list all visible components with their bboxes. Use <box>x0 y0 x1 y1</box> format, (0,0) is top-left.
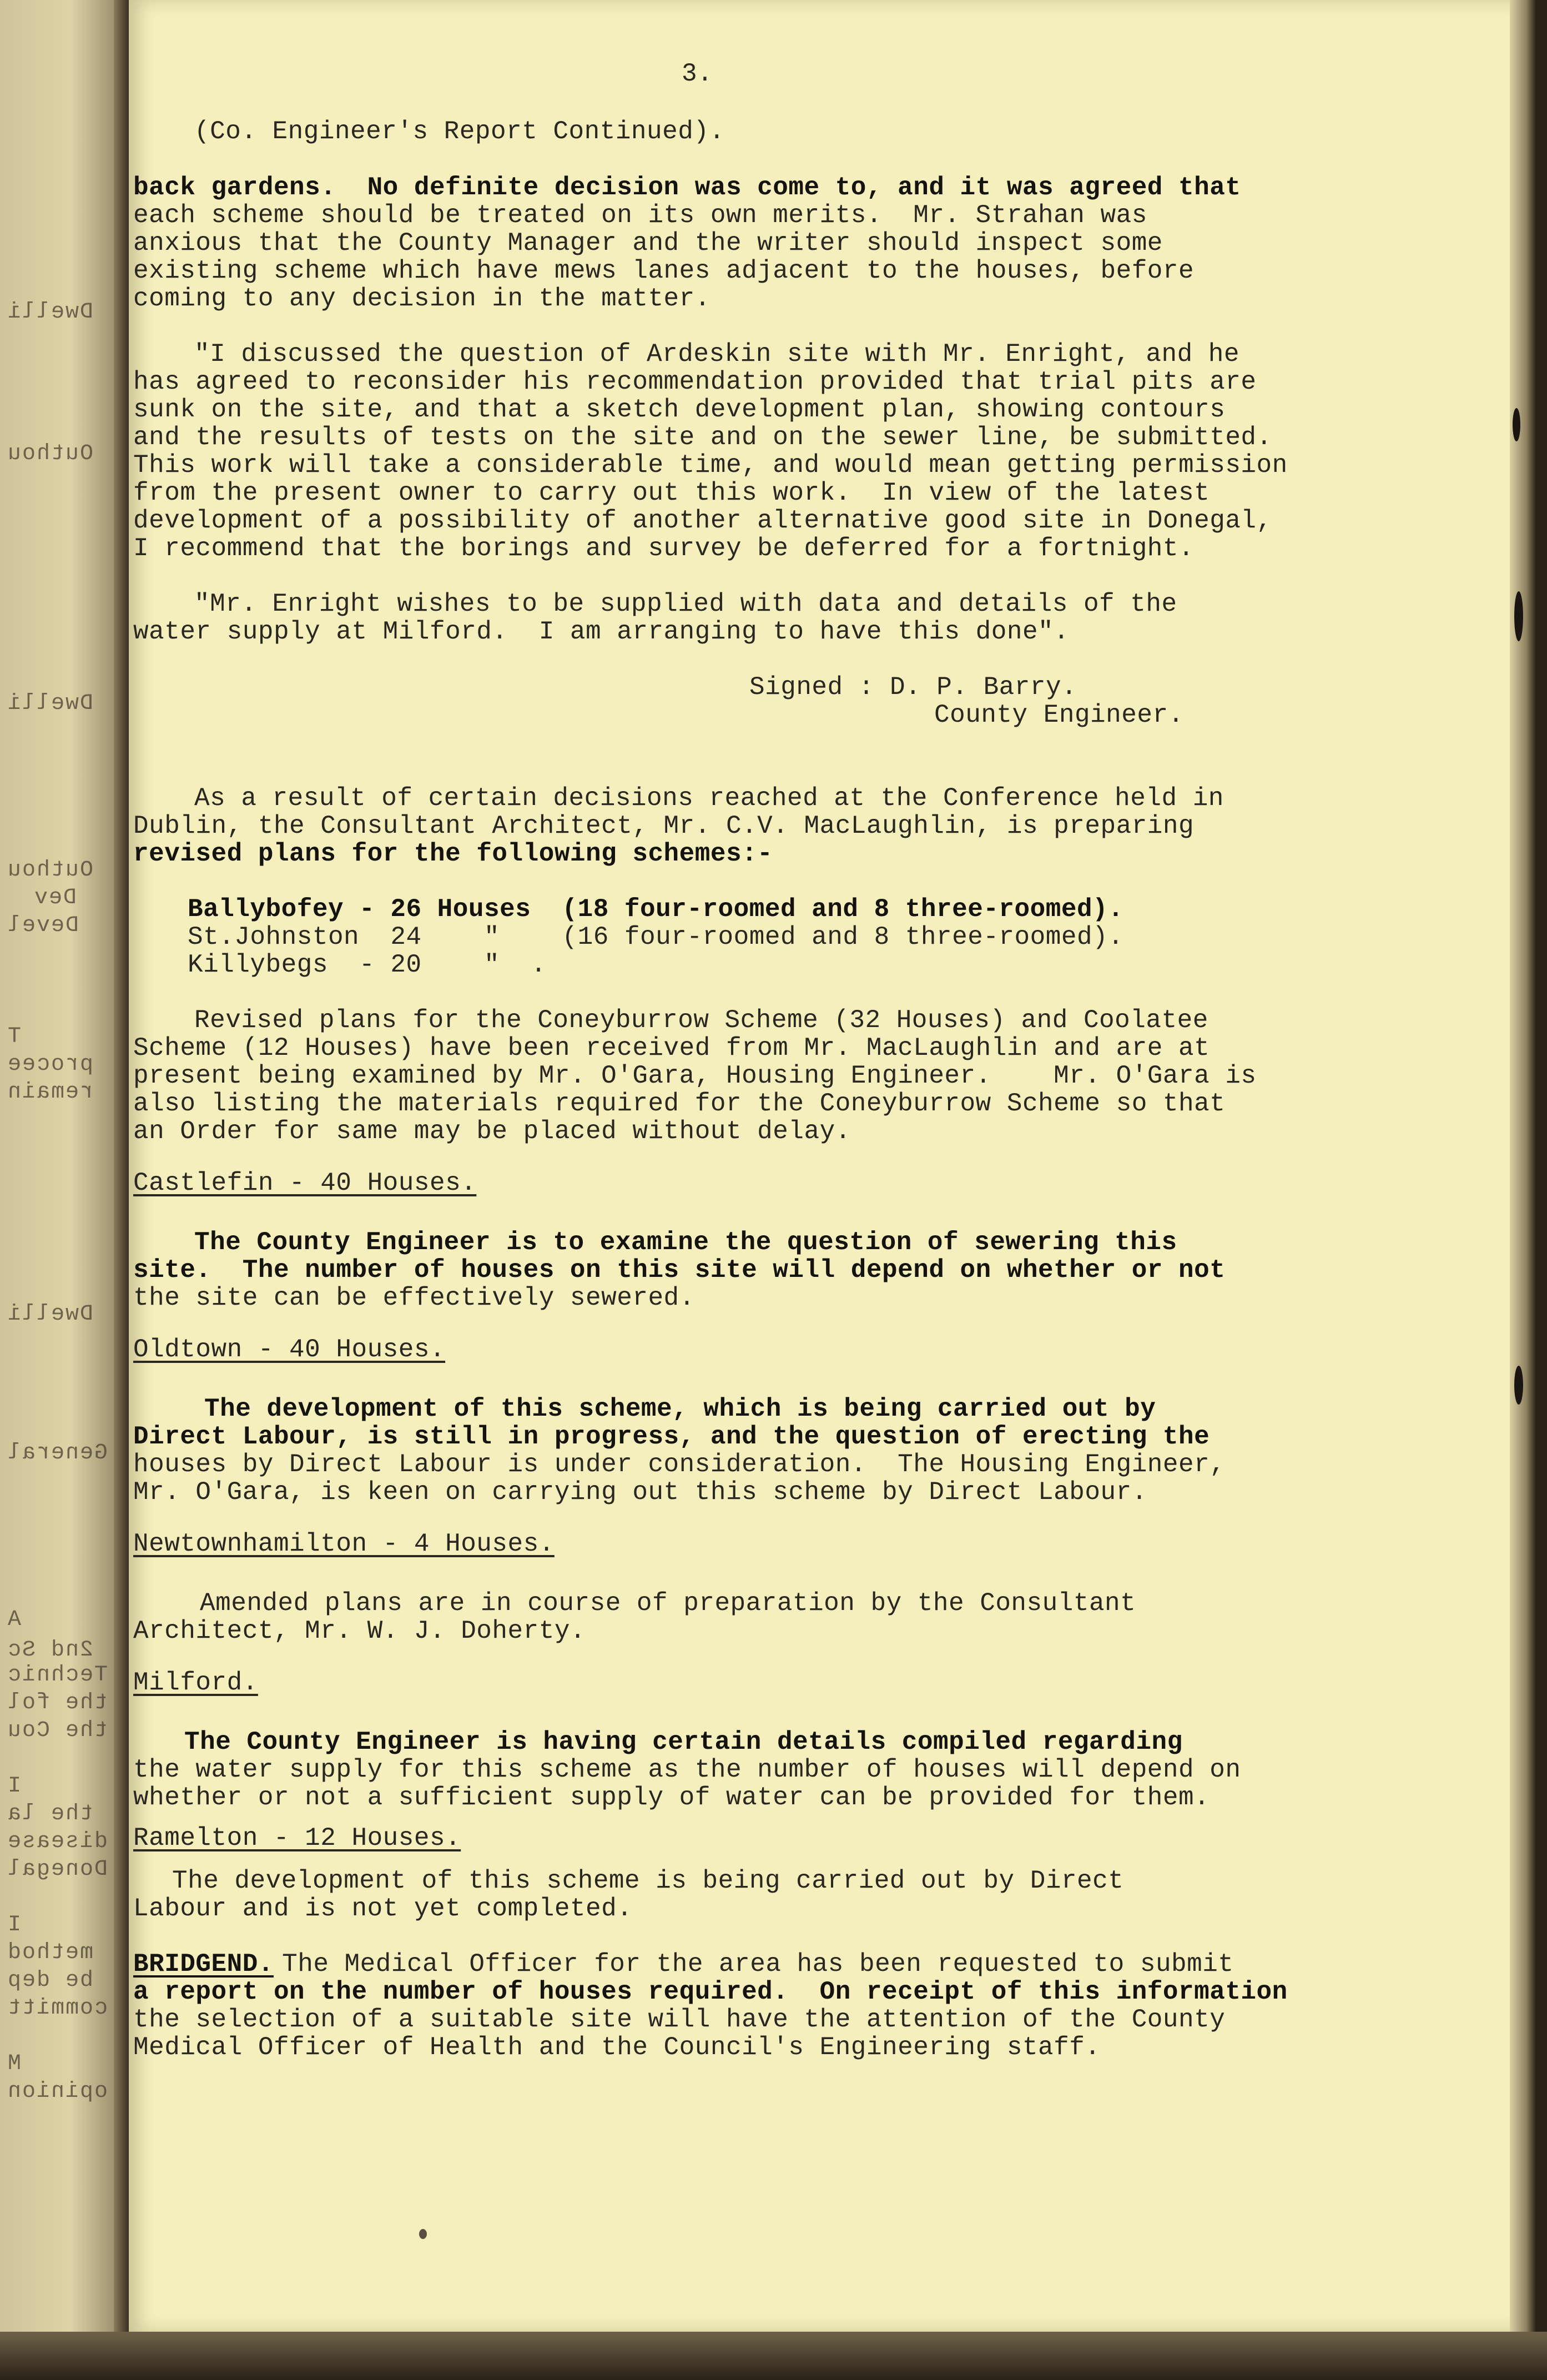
page-right-edge <box>1510 0 1547 2380</box>
margin-fragment: the la <box>7 1802 94 1826</box>
scheme-item: St.Johnston 24 " (16 four-roomed and 8 three-roomed). <box>188 923 1124 952</box>
margin-fragment: procee <box>7 1052 94 1077</box>
binding-mark <box>1513 408 1520 441</box>
paragraph-line: each scheme should be treated on its own merits. Mr. Strahan was <box>133 201 1147 230</box>
paragraph-line: coming to any decision in the matter. <box>133 284 710 313</box>
paragraph-line: the water supply for this scheme as the number of houses will depend on <box>133 1755 1241 1784</box>
margin-fragment: the fol <box>7 1690 108 1715</box>
paragraph-line: from the present owner to carry out this work. In view of the latest <box>133 479 1210 507</box>
margin-fragment: Dwelli <box>7 691 94 716</box>
paragraph-line: Mr. O'Gara, is keen on carrying out this scheme by Direct Labour. <box>133 1478 1147 1507</box>
paragraph-line: anxious that the County Manager and the writer should inspect some <box>133 229 1163 258</box>
paragraph-line: revised plans for the following schemes:- <box>133 839 773 868</box>
margin-fragment: Technic <box>7 1663 108 1688</box>
margin-fragment: remain <box>7 1080 94 1105</box>
paragraph-line: site. The number of houses on this site will depend on whether or not <box>133 1256 1226 1285</box>
paragraph-line: Medical Officer of Health and the Council's Engineering staff. <box>133 2033 1101 2062</box>
margin-fragment: committ <box>7 1996 108 2021</box>
paragraph-line: the site can be effectively sewered. <box>133 1284 695 1312</box>
margin-fragment: the Cou <box>7 1718 108 1743</box>
paragraph-line: back gardens. No definite decision was come to, and it was agreed that <box>133 173 1241 202</box>
margin-fragment: General <box>7 1441 108 1466</box>
margin-fragment: be dep <box>7 1968 94 1993</box>
margin-fragment: opinion <box>7 2079 108 2104</box>
margin-fragment: Dwelli <box>7 300 94 325</box>
paragraph-line: This work will take a considerable time, and would mean getting permission <box>133 451 1288 480</box>
margin-fragment: M <box>7 2051 22 2076</box>
paragraph-line: "Mr. Enright wishes to be supplied with data and details of the <box>194 590 1177 618</box>
margin-fragment: I <box>7 1913 22 1938</box>
margin-fragment: Dev <box>33 885 77 910</box>
margin-fragment: T <box>7 1024 22 1049</box>
section-heading-castlefin: Castlefin - 40 Houses. <box>133 1169 477 1197</box>
paragraph-line: Dublin, the Consultant Architect, Mr. C.V. MacLaughlin, is preparing <box>133 812 1195 841</box>
margin-fragment: A <box>7 1607 22 1632</box>
paragraph-line: the selection of a suitable site will have the attention of the County <box>133 2005 1226 2034</box>
section-heading-oldtown: Oldtown - 40 Houses. <box>133 1335 446 1364</box>
margin-fragment: Dwelli <box>7 1302 94 1327</box>
scheme-item: Killybegs - 20 " . <box>188 950 547 979</box>
margin-fragment: method <box>7 1940 94 1965</box>
paragraph-line: has agreed to reconsider his recommendation provided that trial pits are <box>133 368 1257 396</box>
section-heading-bridgend: BRIDGEND. <box>133 1950 274 1979</box>
margin-fragment: 2nd Sc <box>7 1638 94 1663</box>
margin-fragment: Outhou <box>7 441 94 466</box>
paragraph-line: Labour and is not yet completed. <box>133 1894 633 1923</box>
margin-fragment: I <box>7 1774 22 1799</box>
paragraph-line: houses by Direct Labour is under consideration. The Housing Engineer, <box>133 1450 1226 1479</box>
paragraph-line: and the results of tests on the site and on the sewer line, be submitted. <box>133 423 1272 452</box>
paragraph-line: The development of this scheme, which is being carried out by <box>204 1395 1156 1423</box>
paragraph-line: also listing the materials required for the Coneyburrow Scheme so that <box>133 1089 1226 1118</box>
paragraph-line: "I discussed the question of Ardeskin site with Mr. Enright, and he <box>194 340 1240 369</box>
paragraph-line: I recommend that the borings and survey be deferred for a fortnight. <box>133 534 1195 563</box>
paragraph-line: Revised plans for the Coneyburrow Scheme (32 Houses) and Coolatee <box>194 1006 1208 1035</box>
section-heading-newtownhamilton: Newtownhamilton - 4 Houses. <box>133 1529 555 1558</box>
paragraph-line: Scheme (12 Houses) have been received from Mr. MacLaughlin and are at <box>133 1034 1210 1063</box>
paragraph-line: existing scheme which have mews lanes adjacent to the houses, before <box>133 256 1195 285</box>
paragraph-line: Architect, Mr. W. J. Doherty. <box>133 1617 586 1646</box>
paragraph-line: present being examined by Mr. O'Gara, Housing Engineer. Mr. O'Gara is <box>133 1061 1257 1090</box>
paragraph-line: The Medical Officer for the area has been requested to submit <box>266 1950 1234 1979</box>
paragraph-line: development of a possibility of another alternative good site in Donegal, <box>133 506 1272 535</box>
margin-fragment: Donegal <box>7 1857 108 1882</box>
paragraph-line: a report on the number of houses required. On receipt of this information <box>133 1978 1288 2006</box>
paragraph-line: The County Engineer is to examine the question of sewering this <box>194 1228 1177 1257</box>
paragraph-line: Direct Labour, is still in progress, and the question of erecting the <box>133 1422 1210 1451</box>
page-bottom-edge <box>0 2332 1547 2380</box>
page-number: 3. <box>682 59 713 88</box>
section-heading-milford: Milford. <box>133 1668 258 1697</box>
report-heading: (Co. Engineer's Report Continued). <box>194 117 725 146</box>
scheme-item: Ballybofey - 26 Houses (18 four-roomed and 8 three-roomed). <box>188 895 1124 924</box>
section-heading-ramelton: Ramelton - 12 Houses. <box>133 1824 461 1853</box>
margin-fragment: Outhou <box>7 858 94 883</box>
binding-mark <box>1514 1366 1523 1405</box>
paragraph-line: an Order for same may be placed without delay. <box>133 1117 851 1146</box>
binding-mark <box>1514 591 1523 641</box>
paragraph-line: As a result of certain decisions reached at the Conference held in <box>194 784 1224 813</box>
signature-line: Signed : D. P. Barry. <box>749 673 1077 702</box>
margin-fragment: disease <box>7 1829 108 1854</box>
paragraph-line: sunk on the site, and that a sketch development plan, showing contours <box>133 395 1226 424</box>
paragraph-line: water supply at Milford. I am arranging to have this done". <box>133 617 1070 646</box>
paragraph-line: The development of this scheme is being carried out by Direct <box>172 1866 1124 1895</box>
paragraph-line: The County Engineer is having certain details compiled regarding <box>184 1728 1183 1757</box>
signature-title: County Engineer. <box>934 701 1184 729</box>
ink-speck <box>419 2229 427 2239</box>
paragraph-line: whether or not a sufficient supply of water can be provided for them. <box>133 1783 1210 1812</box>
paragraph-line: Amended plans are in course of preparation by the Consultant <box>200 1589 1136 1618</box>
margin-fragment: Devel <box>7 913 79 938</box>
